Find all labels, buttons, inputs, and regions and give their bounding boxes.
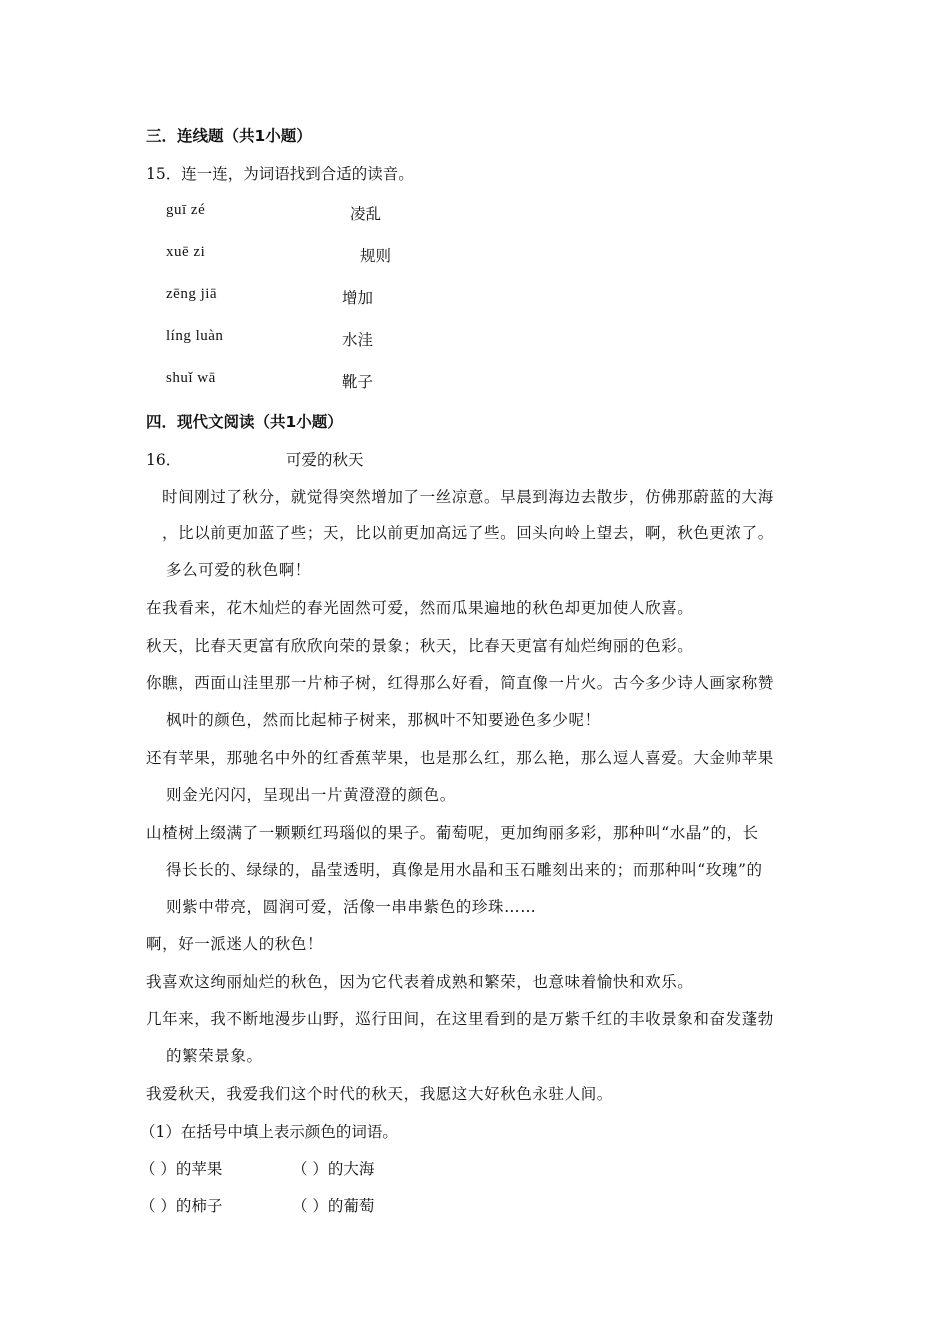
word-1: 凌乱 xyxy=(350,205,382,223)
passage-line: 得长长的、绿绿的，晶莹透明，真像是用水晶和玉石雕刻出来的；而那种叫“玫瑰”的 xyxy=(166,861,763,879)
word-3: 增加 xyxy=(342,289,374,307)
passage-line: 我喜欢这绚丽灿烂的秋色，因为它代表着成熟和繁荣，也意味着愉快和欢乐。 xyxy=(146,973,694,991)
pinyin-2: xuē zi xyxy=(166,244,206,260)
passage-line: 枫叶的颜色，然而比起柿子树来，那枫叶不知要逊色多少呢！ xyxy=(166,711,601,729)
section-4-heading: 四．现代文阅读（共1小题） xyxy=(146,413,343,431)
passage-line: 多么可爱的秋色啊！ xyxy=(166,561,311,579)
passage-line: 的繁荣景象。 xyxy=(166,1047,263,1065)
pinyin-1: guī zé xyxy=(166,202,206,218)
pinyin-3: zēng jiā xyxy=(166,286,218,302)
question-16-number: 16． xyxy=(146,451,182,469)
word-2: 规则 xyxy=(360,247,392,265)
passage-line: 则金光闪闪，呈现出一片黄澄澄的颜色。 xyxy=(166,786,456,804)
passage-line: 在我看来，花木灿烂的春光固然可爱，然而瓜果遍地的秋色却更加使人欣喜。 xyxy=(146,599,694,617)
blank-apple: （ ）的苹果 xyxy=(140,1160,223,1178)
passage-line: 山楂树上缀满了一颗颗红玛瑙似的果子。葡萄呢，更加绚丽多彩，那种叫“水晶”的，长 xyxy=(146,824,759,842)
passage-line: ，比以前更加蓝了些；天，比以前更加高远了些。回头向岭上望去，啊，秋色更浓了。 xyxy=(162,524,774,542)
section-3-heading: 三．连线题（共1小题） xyxy=(146,127,312,145)
passage-title: 可爱的秋天 xyxy=(286,451,364,469)
passage-line: 则紫中带亮，圆润可爱，活像一串串紫色的珍珠…… xyxy=(166,898,537,916)
word-5: 靴子 xyxy=(342,373,374,391)
sub-question-1: （1）在括号中填上表示颜色的词语。 xyxy=(140,1123,398,1141)
blank-grape: （ ）的葡萄 xyxy=(292,1197,375,1215)
question-15: 15．连一连，为词语找到合适的读音。 xyxy=(146,165,414,183)
passage-line: 几年来，我不断地漫步山野，巡行田间，在这里看到的是万紫千红的丰收景象和奋发蓬勃 xyxy=(146,1010,774,1028)
pinyin-5: shuǐ wā xyxy=(166,370,216,386)
blank-persimmon: （ ）的柿子 xyxy=(140,1197,223,1215)
passage-line: 秋天，比春天更富有欣欣向荣的景象；秋天，比春天更富有灿烂绚丽的色彩。 xyxy=(146,637,694,655)
passage-line: 时间刚过了秋分，就觉得突然增加了一丝凉意。早晨到海边去散步，仿佛那蔚蓝的大海 xyxy=(162,488,774,506)
passage-line: 你瞧，西面山洼里那一片柿子树，红得那么好看，简直像一片火。古今多少诗人画家称赞 xyxy=(146,674,774,692)
pinyin-4: líng luàn xyxy=(166,328,224,344)
word-4: 水洼 xyxy=(342,331,374,349)
blank-sea: （ ）的大海 xyxy=(292,1160,375,1178)
passage-line: 还有苹果，那驰名中外的红香蕉苹果，也是那么红，那么艳，那么逗人喜爱。大金帅苹果 xyxy=(146,749,774,767)
passage-line: 我爱秋天，我爱我们这个时代的秋天，我愿这大好秋色永驻人间。 xyxy=(146,1085,613,1103)
passage-line: 啊，好一派迷人的秋色！ xyxy=(146,935,324,953)
